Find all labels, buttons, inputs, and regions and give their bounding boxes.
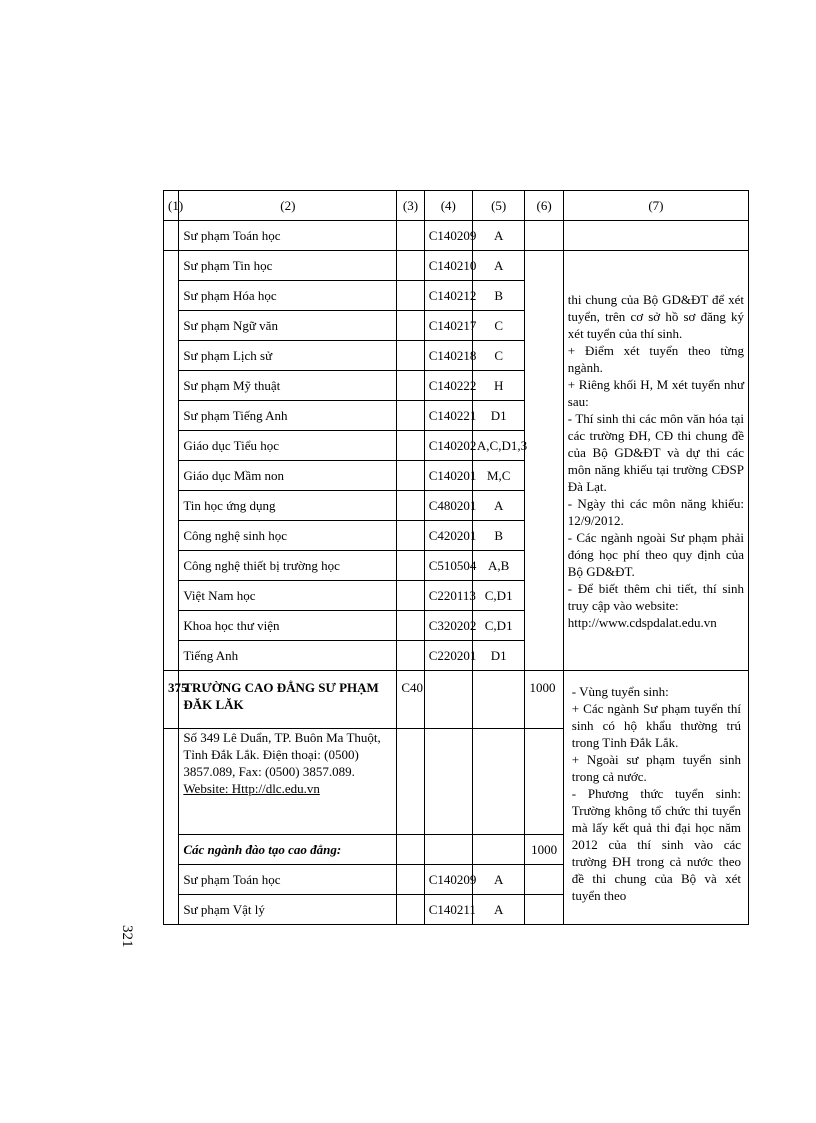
program-block: M,C	[472, 461, 525, 491]
program-code: C140222	[424, 371, 472, 401]
program-name: Việt Nam học	[179, 581, 397, 611]
program-name: Sư phạm Ngữ văn	[179, 311, 397, 341]
program-code: C140217	[424, 311, 472, 341]
program-code: C220113	[424, 581, 472, 611]
program-name: Sư phạm Tiếng Anh	[179, 401, 397, 431]
notes-cell	[563, 251, 748, 671]
program-code: C510504	[424, 551, 472, 581]
admissions-table	[163, 190, 749, 925]
note-line: thi chung của Bộ GD&ĐT để xét tuyển, trên cơ sở hồ sơ đăng ký xét tuyển của thí sinh.	[567, 291, 744, 341]
program-code: C140212	[424, 281, 472, 311]
header-cell: (5)	[472, 191, 525, 221]
program-block: B	[472, 281, 525, 311]
note-line: - Các ngành ngoài Sư phạm phải đóng học phí theo quy định của Bộ GD&ĐT.	[567, 529, 744, 579]
program-block: C	[472, 311, 525, 341]
program-name: Sư phạm Vật lý	[179, 895, 397, 925]
header-row	[164, 191, 749, 221]
note-line: - Thí sinh thi các môn văn hóa tại các trường ĐH, CĐ thi chung đề của Bộ GD&ĐT và dự thi các môn năng khiếu tại trường CĐSP Đà Lạt.	[567, 410, 744, 494]
note-line: - Ngày thi các môn năng khiếu: 12/9/2012.	[567, 495, 744, 528]
program-code: C140209	[424, 865, 472, 895]
note-line: - Phương thức tuyển sinh: Trường không tổ chức thi tuyển mà lấy kết quả thi đại học năm 2012 của thí sinh vào các trường ĐH trong cả nước theo đề thi chung của Bộ và xét tuyển theo	[571, 786, 741, 903]
note-line: + Điểm xét tuyển theo từng ngành.	[567, 342, 744, 375]
program-name: Sư phạm Hóa học	[179, 281, 397, 311]
program-name: Sư phạm Toán học	[179, 221, 397, 251]
program-name: Công nghệ sinh học	[179, 521, 397, 551]
program-block: D1	[472, 641, 525, 671]
program-name: Công nghệ thiết bị trường học	[179, 551, 397, 581]
note-link: http://www.cdspdalat.edu.vn	[567, 614, 717, 630]
school-notes-cell	[563, 671, 748, 925]
program-code: C480201	[424, 491, 472, 521]
program-block: D1	[472, 401, 525, 431]
note-line: + Ngoài sư phạm tuyển sinh trong cả nước.	[571, 752, 741, 784]
school-number: 375	[164, 671, 179, 729]
header-cell: (4)	[424, 191, 472, 221]
program-code: C220201	[424, 641, 472, 671]
program-name: Sư phạm Lịch sử	[179, 341, 397, 371]
note-line: + Các ngành Sư phạm tuyển thí sinh có hộ khẩu thường trú trong Tỉnh Đắk Lắk.	[571, 701, 741, 750]
header-cell: (1)	[164, 191, 179, 221]
program-name: Tin học ứng dụng	[179, 491, 397, 521]
program-code: C420201	[424, 521, 472, 551]
header-cell: (2)	[179, 191, 397, 221]
program-block: A	[472, 251, 525, 281]
school-row	[164, 671, 749, 729]
program-block: A	[472, 895, 525, 925]
note-line: + Riêng khối H, M xét tuyển như sau:	[567, 376, 744, 409]
program-code: C140209	[424, 221, 472, 251]
header-cell: (6)	[525, 191, 563, 221]
program-name: Giáo dục Tiểu học	[179, 431, 397, 461]
program-block: C,D1	[472, 611, 525, 641]
school-address: Số 349 Lê Duẩn, TP. Buôn Ma Thuột, Tỉnh Đắk Lắk. Điện thoại: (0500) 3857.089, Fax: (0500) 3857.089.	[183, 730, 381, 779]
note-line: - Để biết thêm chi tiết, thí sinh truy cập vào website:	[567, 580, 744, 613]
program-code: C140211	[424, 895, 472, 925]
program-block: A,B	[472, 551, 525, 581]
program-block: B	[472, 521, 525, 551]
header-cell: (7)	[563, 191, 748, 221]
program-code: C140201	[424, 461, 472, 491]
program-name: Giáo dục Mầm non	[179, 461, 397, 491]
program-code: C140221	[424, 401, 472, 431]
program-code: C140210	[424, 251, 472, 281]
program-block: A	[472, 865, 525, 895]
program-code: C320202	[424, 611, 472, 641]
program-block: A,C,D1,3	[472, 431, 525, 461]
program-name: Sư phạm Toán học	[179, 865, 397, 895]
programs-quota: 1000	[525, 835, 563, 865]
page-number: 321	[119, 925, 135, 948]
program-block: A	[472, 221, 525, 251]
program-name: Sư phạm Mỹ thuật	[179, 371, 397, 401]
table-row	[164, 251, 749, 281]
school-address-cell	[179, 729, 397, 835]
note-line: - Vùng tuyển sinh:	[571, 684, 669, 699]
header-cell: (3)	[397, 191, 424, 221]
program-block: H	[472, 371, 525, 401]
table-row	[164, 221, 749, 251]
program-name: Sư phạm Tin học	[179, 251, 397, 281]
school-name: TRƯỜNG CAO ĐẲNG SƯ PHẠM ĐĂK LĂK	[179, 671, 397, 729]
program-code: C140202	[424, 431, 472, 461]
program-block: A	[472, 491, 525, 521]
school-website: Website: Http://dlc.edu.vn	[183, 781, 320, 796]
program-code: C140218	[424, 341, 472, 371]
program-name: Khoa học thư viện	[179, 611, 397, 641]
programs-heading: Các ngành đào tạo cao đẳng:	[179, 835, 397, 865]
program-name: Tiếng Anh	[179, 641, 397, 671]
school-code: C40	[397, 671, 424, 729]
school-quota: 1000	[525, 671, 563, 729]
program-block: C	[472, 341, 525, 371]
program-block: C,D1	[472, 581, 525, 611]
